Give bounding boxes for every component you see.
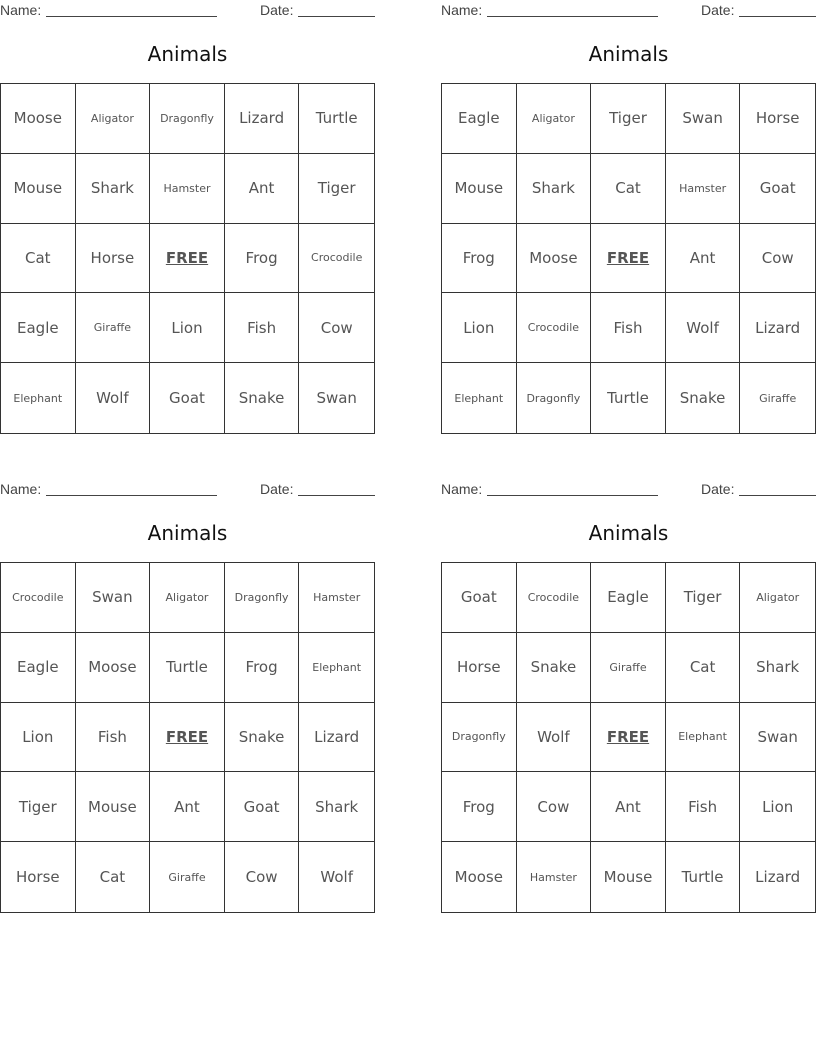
bingo-cell: Swan [76,563,151,633]
bingo-cell: Swan [740,703,815,773]
bingo-cell: Moose [1,84,76,154]
bingo-cell: Goat [150,363,225,433]
bingo-card-3 [0,479,375,914]
bingo-cell: Eagle [442,84,517,154]
bingo-cell: Mouse [76,772,151,842]
name-label: Name: [441,2,483,18]
bingo-cell: Goat [225,772,300,842]
bingo-cell: Crocodile [517,293,592,363]
card-title: Animals [588,521,669,545]
bingo-cell: Wolf [517,703,592,773]
bingo-cell: Giraffe [759,391,797,405]
bingo-cell: Turtle [666,842,741,912]
bingo-cell: Aligator [150,563,225,633]
name-date-header [0,479,375,499]
name-date-header [441,0,816,20]
bingo-cell: Aligator [517,84,592,154]
bingo-cell: Goat [740,154,815,224]
bingo-cell: Lion [150,293,225,363]
bingo-cell: Snake [225,363,300,433]
bingo-cell: Lion [1,703,76,773]
bingo-cell: Hamster [150,154,225,224]
bingo-cell: Mouse [591,842,666,912]
bingo-cell: Mouse [442,154,517,224]
bingo-cell: Cow [740,224,815,294]
free-space-cell: FREE [591,703,666,773]
name-write-line[interactable] [487,495,658,496]
bingo-cell: Cat [666,633,741,703]
bingo-cell: Giraffe [150,842,225,912]
bingo-cell: Giraffe [591,633,666,703]
bingo-cell: Swan [316,389,357,408]
bingo-cell: Tiger [666,563,741,633]
bingo-cell: Cow [517,772,592,842]
bingo-cell: Moose [517,224,592,294]
bingo-cell: Crocodile [517,563,592,633]
bingo-cell: Lizard [299,703,374,773]
bingo-cell: Ant [150,772,225,842]
bingo-cell: Aligator [740,563,815,633]
bingo-cell: Elephant [299,633,374,703]
bingo-cell: Eagle [591,563,666,633]
bingo-grid [441,562,816,913]
bingo-cell: Dragonfly [150,84,225,154]
bingo-cell: Ant [591,772,666,842]
free-space-cell: FREE [591,224,666,294]
bingo-cell: Shark [517,154,592,224]
bingo-cell: Lizard [225,84,300,154]
bingo-cell: Elephant [1,363,76,433]
name-label: Name: [441,481,483,497]
bingo-cell: Ant [666,224,741,294]
bingo-cell: Cow [299,293,374,363]
bingo-cell: Horse [740,84,815,154]
bingo-cell: Dragonfly [225,563,300,633]
bingo-cell: Crocodile [299,224,374,294]
date-label: Date: [701,481,735,497]
free-space-cell: FREE [150,224,225,294]
bingo-cell: Turtle [591,363,666,433]
bingo-cell: Eagle [1,293,76,363]
name-write-line[interactable] [487,16,658,17]
bingo-cell: Horse [442,633,517,703]
bingo-grid [441,83,816,434]
bingo-cell: Tiger [1,772,76,842]
bingo-cell: Mouse [1,154,76,224]
bingo-cell: Goat [442,563,517,633]
bingo-card-2 [441,0,816,435]
bingo-cell: Cat [76,842,151,912]
date-label: Date: [260,481,294,497]
bingo-cell: Shark [299,772,374,842]
bingo-cell: Ant [225,154,300,224]
bingo-cell: Snake [225,703,300,773]
bingo-cell: Wolf [666,293,741,363]
bingo-cell: Turtle [150,633,225,703]
free-space-cell: FREE [150,703,225,773]
bingo-cell: Frog [442,224,517,294]
bingo-cell: Hamster [517,842,592,912]
bingo-cell: Moose [76,633,151,703]
name-write-line[interactable] [46,495,217,496]
name-date-header [0,0,375,20]
date-write-line[interactable] [739,495,816,496]
bingo-cell: Wolf [320,868,353,887]
name-write-line[interactable] [46,16,217,17]
bingo-cell: Elephant [442,363,517,433]
bingo-cell: Elephant [666,703,741,773]
bingo-cell: Frog [225,224,300,294]
bingo-cell: Eagle [1,633,76,703]
bingo-cell: Cat [1,224,76,294]
bingo-cell: Fish [666,772,741,842]
bingo-cell: Hamster [666,154,741,224]
bingo-cell: Fish [76,703,151,773]
bingo-cell: Crocodile [1,563,76,633]
date-write-line[interactable] [739,16,816,17]
bingo-cell: Shark [76,154,151,224]
bingo-cell: Giraffe [76,293,151,363]
bingo-cell: Cat [591,154,666,224]
bingo-cell: Lizard [740,293,815,363]
bingo-cell: Turtle [299,84,374,154]
card-title: Animals [147,42,228,66]
bingo-cell: Lizard [755,868,801,887]
name-label: Name: [0,481,42,497]
bingo-cell: Fish [225,293,300,363]
bingo-cell: Tiger [591,84,666,154]
bingo-cell: Cow [225,842,300,912]
name-date-header [441,479,816,499]
date-label: Date: [260,2,294,18]
bingo-cell: Moose [442,842,517,912]
bingo-cell: Dragonfly [442,703,517,773]
bingo-cell: Shark [740,633,815,703]
bingo-grid [0,562,375,913]
bingo-card-1 [0,0,375,435]
bingo-cell: Horse [1,842,76,912]
bingo-cell: Snake [517,633,592,703]
bingo-cell: Lion [442,293,517,363]
bingo-cell: Horse [76,224,151,294]
bingo-grid [0,83,375,434]
bingo-cell: Hamster [299,563,374,633]
date-write-line[interactable] [298,16,375,17]
bingo-cell: Fish [591,293,666,363]
name-label: Name: [0,2,42,18]
bingo-cell: Tiger [299,154,374,224]
bingo-cell: Frog [442,772,517,842]
bingo-cell: Dragonfly [517,363,592,433]
card-title: Animals [147,521,228,545]
bingo-cell: Lion [740,772,815,842]
bingo-cell: Wolf [76,363,151,433]
date-write-line[interactable] [298,495,375,496]
bingo-cell: Swan [666,84,741,154]
date-label: Date: [701,2,735,18]
card-title: Animals [588,42,669,66]
bingo-cell: Aligator [76,84,151,154]
bingo-cell: Frog [225,633,300,703]
bingo-card-4 [441,479,816,914]
bingo-cell: Snake [666,363,741,433]
